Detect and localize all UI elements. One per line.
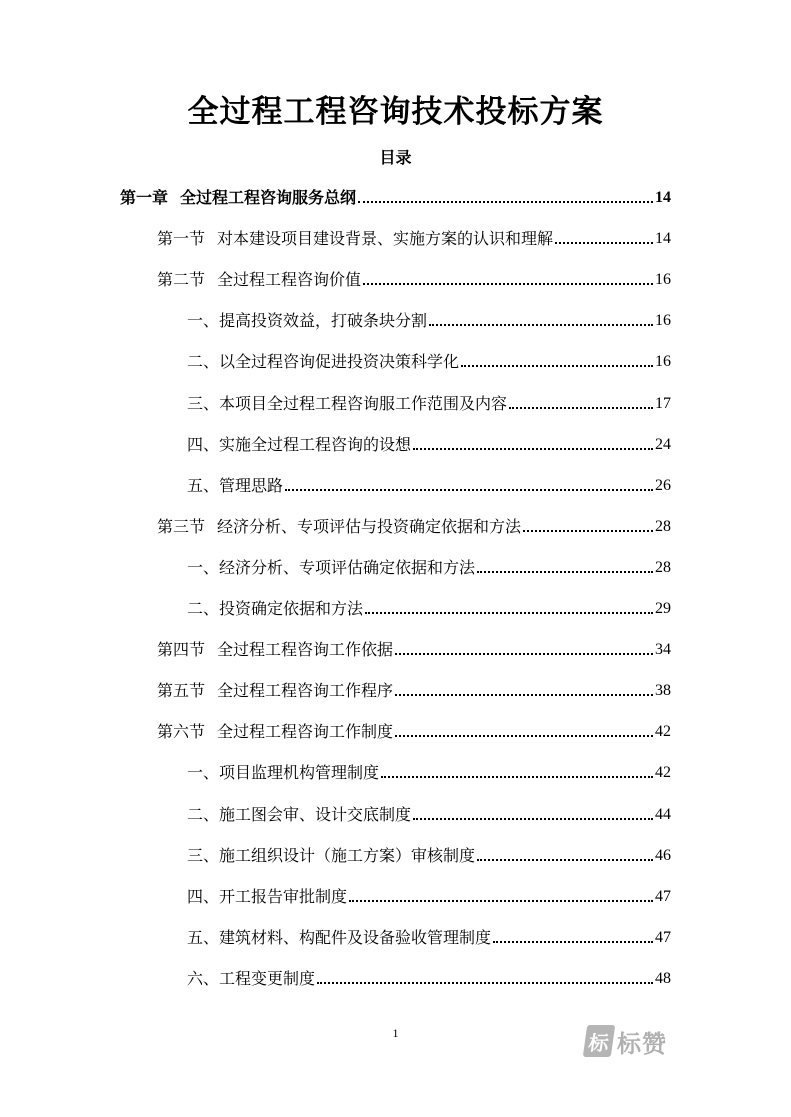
toc-entry-page: 16 (655, 271, 671, 288)
toc-entry-number: 一、 (187, 763, 220, 782)
toc-entry-title: 工程变更制度 (219, 969, 316, 988)
toc-dot-leader (477, 859, 653, 861)
toc-entry-page: 42 (655, 723, 671, 740)
toc-entry-number: 四、 (187, 435, 220, 454)
toc-entry-page: 26 (655, 477, 671, 494)
toc-entry-number: 第六节 (157, 722, 206, 741)
toc-entry-page: 46 (655, 847, 671, 864)
toc-entry-page: 16 (655, 312, 671, 329)
toc-entry-page: 28 (655, 559, 671, 576)
toc-dot-leader (493, 941, 653, 943)
toc-entry-page: 14 (655, 189, 671, 206)
toc-entry-number: 二、 (187, 352, 220, 371)
watermark (585, 1022, 667, 1060)
toc-entry-title: 全过程工程咨询服务总纲 (180, 188, 357, 207)
toc-entry[interactable] (120, 184, 671, 208)
toc-entry[interactable] (157, 513, 671, 537)
toc-entry-title: 项目监理机构管理制度 (219, 763, 380, 782)
toc-entry-title: 以全过程咨询促进投资决策科学化 (219, 352, 460, 371)
toc-entry-title: 投资确定依据和方法 (219, 599, 364, 618)
toc-entry-page: 16 (655, 353, 671, 370)
toc-entry-title: 管理思路 (219, 476, 284, 495)
toc-entry[interactable] (187, 842, 671, 866)
toc-entry[interactable] (187, 554, 671, 578)
toc-entry-number: 第四节 (157, 640, 206, 659)
toc-entry-number: 一、 (187, 311, 220, 330)
toc-entry-page: 28 (655, 518, 671, 535)
toc-dot-leader (413, 818, 653, 820)
toc-entry-number: 五、 (187, 476, 220, 495)
toc-entry-number: 五、 (187, 928, 220, 947)
toc-dot-leader (413, 448, 653, 450)
page-number: 1 (392, 1026, 399, 1040)
toc-entry-number: 三、 (187, 846, 220, 865)
toc-entry-number: 四、 (187, 887, 220, 906)
toc-entry-number: 二、 (187, 599, 220, 618)
toc-entry[interactable] (187, 307, 671, 331)
toc-entry-number: 二、 (187, 805, 220, 824)
toc-heading: 目录 (379, 148, 412, 167)
toc-entry-page: 29 (655, 600, 671, 617)
toc-entry-number: 第一章 (120, 188, 169, 207)
document-title: 全过程工程咨询技术投标方案 (187, 94, 604, 130)
toc-entry-title: 全过程工程咨询工作依据 (217, 640, 394, 659)
toc-dot-leader (349, 900, 653, 902)
toc-entry-title: 本项目全过程工程咨询服工作范围及内容 (219, 394, 508, 413)
toc-entry-title: 提高投资效益，打破条块分割 (219, 311, 428, 330)
toc-entry[interactable] (157, 225, 671, 249)
toc-entry-title: 经济分析、专项评估确定依据和方法 (219, 558, 476, 577)
toc-dot-leader (461, 365, 653, 367)
toc-entry[interactable] (187, 472, 671, 496)
watermark-logo-icon: 标 (583, 1025, 615, 1057)
toc-entry[interactable] (187, 965, 671, 989)
toc-entry-number: 第五节 (157, 681, 206, 700)
toc-entry[interactable] (157, 636, 671, 660)
toc-dot-leader (365, 612, 653, 614)
toc-entry[interactable] (187, 924, 671, 948)
toc-dot-leader (395, 653, 653, 655)
toc-dot-leader (555, 242, 653, 244)
toc-entry-title: 施工组织设计（施工方案）审核制度 (219, 846, 476, 865)
toc-entry-number: 第一节 (157, 229, 206, 248)
toc-entry[interactable] (187, 348, 671, 372)
toc-entry-number: 一、 (187, 558, 220, 577)
toc-entry[interactable] (157, 266, 671, 290)
toc-dot-leader (363, 283, 653, 285)
toc-entry-title: 经济分析、专项评估与投资确定依据和方法 (217, 517, 522, 536)
toc-dot-leader (523, 530, 653, 532)
toc-entry-page: 42 (655, 764, 671, 781)
toc-dot-leader (509, 407, 653, 409)
toc-entry-page: 44 (655, 806, 671, 823)
toc-entry[interactable] (187, 801, 671, 825)
toc-dot-leader (429, 324, 653, 326)
toc-entry-title: 全过程工程咨询工作程序 (217, 681, 394, 700)
toc-entry[interactable] (187, 759, 671, 783)
toc-entry[interactable] (187, 883, 671, 907)
watermark-text: 标赞 (617, 1029, 667, 1058)
toc-entry-page: 14 (655, 230, 671, 247)
toc-dot-leader (381, 776, 653, 778)
toc-entry-page: 34 (655, 641, 671, 658)
toc-entry-page: 17 (655, 395, 671, 412)
toc-entry-page: 47 (655, 929, 671, 946)
toc-entry-number: 第三节 (157, 517, 206, 536)
toc-entry-number: 第二节 (157, 270, 206, 289)
toc-entry-page: 48 (655, 970, 671, 987)
toc-entry[interactable] (157, 677, 671, 701)
toc-entry-title: 全过程工程咨询价值 (217, 270, 362, 289)
toc-entry[interactable] (187, 390, 671, 414)
toc-dot-leader (285, 489, 653, 491)
toc-entry-page: 24 (655, 436, 671, 453)
toc-entry[interactable] (157, 718, 671, 742)
toc-entry-page: 47 (655, 888, 671, 905)
toc-dot-leader (395, 735, 653, 737)
toc-entry[interactable] (187, 595, 671, 619)
toc-entry-number: 三、 (187, 394, 220, 413)
toc-dot-leader (477, 571, 653, 573)
toc-dot-leader (395, 694, 653, 696)
toc-entry-title: 施工图会审、设计交底制度 (219, 805, 412, 824)
toc-entry-page: 38 (655, 682, 671, 699)
toc-dot-leader (358, 201, 653, 203)
toc-dot-leader (317, 982, 653, 984)
toc-entry-title: 全过程工程咨询工作制度 (217, 722, 394, 741)
toc-entry-number: 六、 (187, 969, 220, 988)
toc-entry-title: 实施全过程工程咨询的设想 (219, 435, 412, 454)
toc-entry[interactable] (187, 431, 671, 455)
toc-entry-title: 开工报告审批制度 (219, 887, 348, 906)
toc-entry-title: 对本建设项目建设背景、实施方案的认识和理解 (217, 229, 554, 248)
toc-entry-title: 建筑材料、构配件及设备验收管理制度 (219, 928, 492, 947)
